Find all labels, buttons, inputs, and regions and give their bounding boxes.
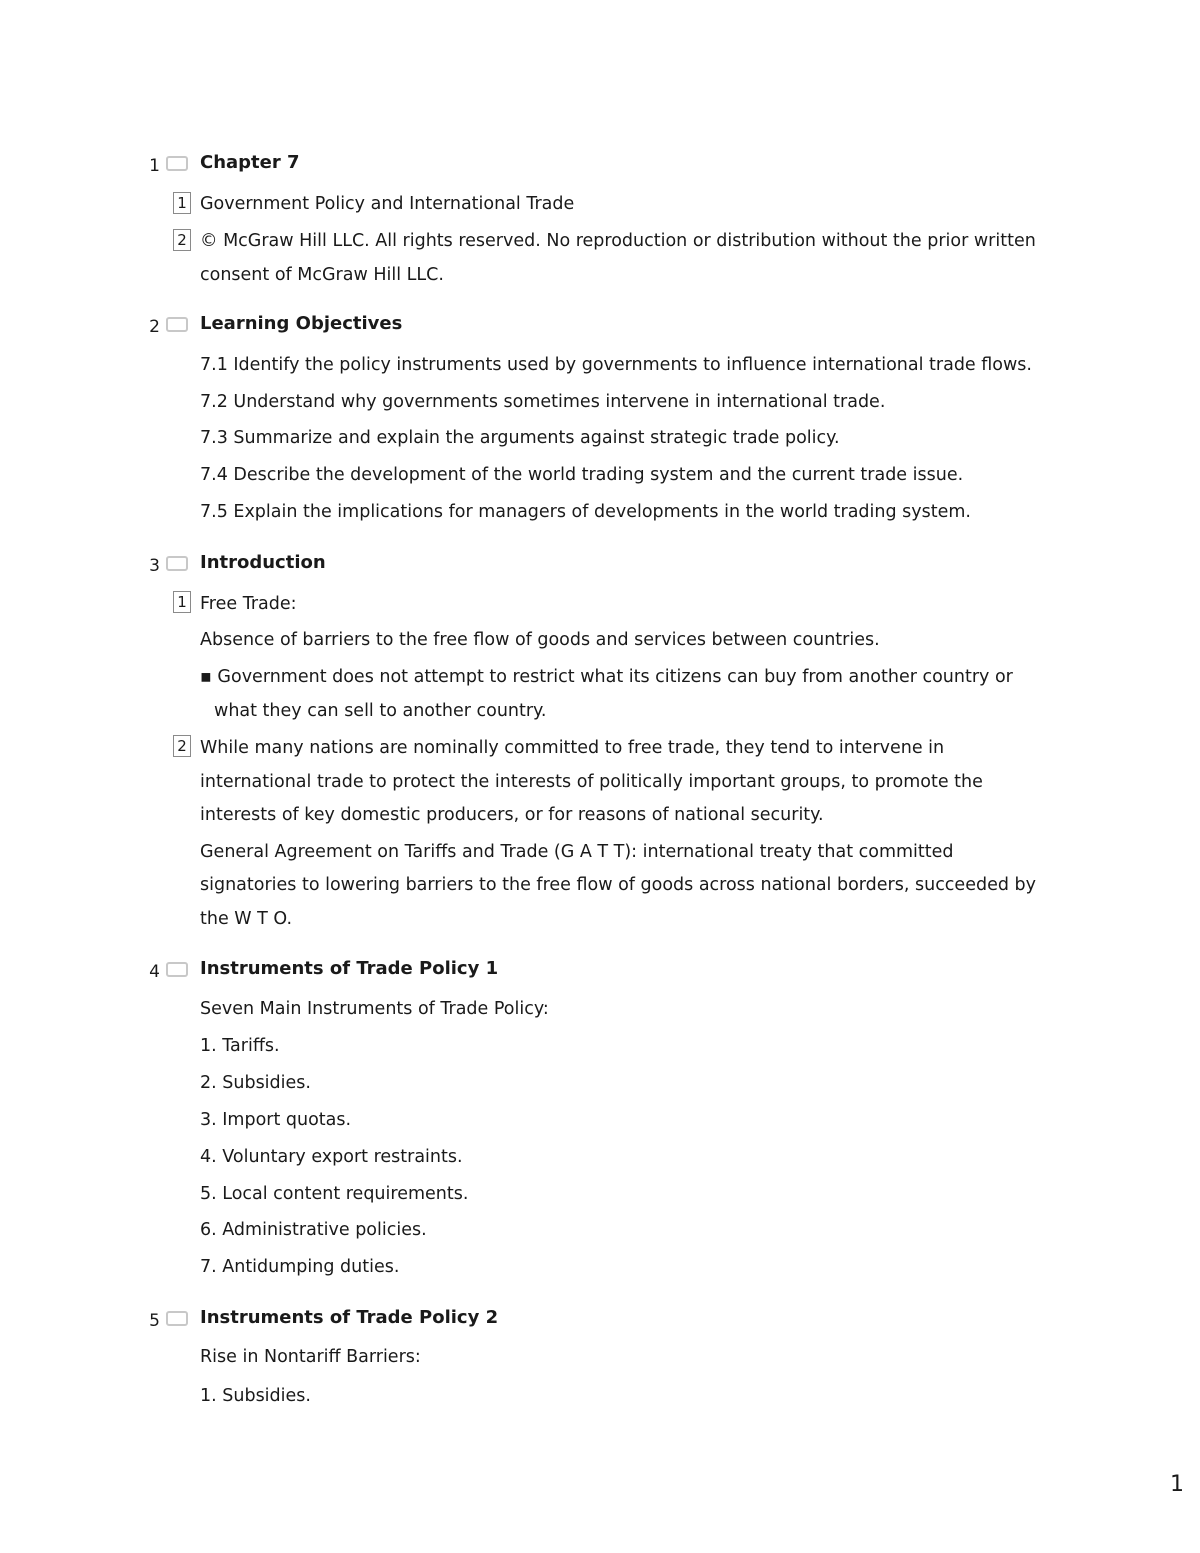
note-line: ▪ Government does not attempt to restrict what its citizens can buy from another country or [200,667,1013,687]
note-line: Seven Main Instruments of Trade Policy: [200,999,549,1019]
slide-title: Learning Objectives [200,313,403,334]
note-line: 7.5 Explain the implications for managers of developments in the world trading system. [200,502,971,522]
note-line: 1. Subsidies. [200,1386,311,1406]
note-line: 7. Antidumping duties. [200,1257,400,1277]
sub-item-number: 1 [173,192,191,214]
slide-title: Introduction [200,552,326,573]
slide-thumbnail[interactable] [166,156,188,171]
sub-item-number: 2 [173,735,191,757]
slide-title: Chapter 7 [200,152,300,173]
note-line: international trade to protect the interests of politically important groups, to promote the [200,772,983,792]
note-line: 7.1 Identify the policy instruments used by governments to influence international trade flows. [200,355,1032,375]
slide-number: 5 [149,1311,160,1331]
note-line: 6. Administrative policies. [200,1220,427,1240]
note-line: Government Policy and International Trade [200,194,575,214]
note-line: Absence of barriers to the free flow of goods and services between countries. [200,630,880,650]
note-line: 1. Tariffs. [200,1036,280,1056]
note-line: General Agreement on Tariffs and Trade (G A T T): international treaty that committed [200,842,954,862]
slide-number: 2 [149,317,160,337]
slide-thumbnail[interactable] [166,962,188,977]
sub-item-number: 2 [173,229,191,251]
note-line: 7.4 Describe the development of the world trading system and the current trade issue. [200,465,964,485]
note-line: the W T O. [200,909,293,929]
note-line: 3. Import quotas. [200,1110,352,1130]
note-line: 7.2 Understand why governments sometimes intervene in international trade. [200,392,886,412]
page-number: 1 [1170,1472,1184,1497]
note-line: 7.3 Summarize and explain the arguments against strategic trade policy. [200,428,840,448]
slide-number: 1 [149,156,160,176]
slide-thumbnail[interactable] [166,1311,188,1326]
note-line: Free Trade: [200,594,297,614]
slide-title: Instruments of Trade Policy 2 [200,1307,499,1328]
note-line: 5. Local content requirements. [200,1184,469,1204]
slide-thumbnail[interactable] [166,556,188,571]
slide-number: 4 [149,962,160,982]
note-line: signatories to lowering barriers to the free flow of goods across national borders, succeeded by [200,875,1036,895]
note-line: © McGraw Hill LLC. All rights reserved. No reproduction or distribution without the prior written [200,231,1036,251]
note-line: consent of McGraw Hill LLC. [200,265,444,285]
note-line: Rise in Nontariff Barriers: [200,1347,421,1367]
note-line: While many nations are nominally committed to free trade, they tend to intervene in [200,738,945,758]
note-line: 2. Subsidies. [200,1073,311,1093]
slide-number: 3 [149,556,160,576]
note-line: what they can sell to another country. [214,701,547,721]
note-line: 4. Voluntary export restraints. [200,1147,463,1167]
slide-thumbnail[interactable] [166,317,188,332]
note-line: interests of key domestic producers, or for reasons of national security. [200,805,824,825]
sub-item-number: 1 [173,591,191,613]
slide-title: Instruments of Trade Policy 1 [200,958,499,979]
